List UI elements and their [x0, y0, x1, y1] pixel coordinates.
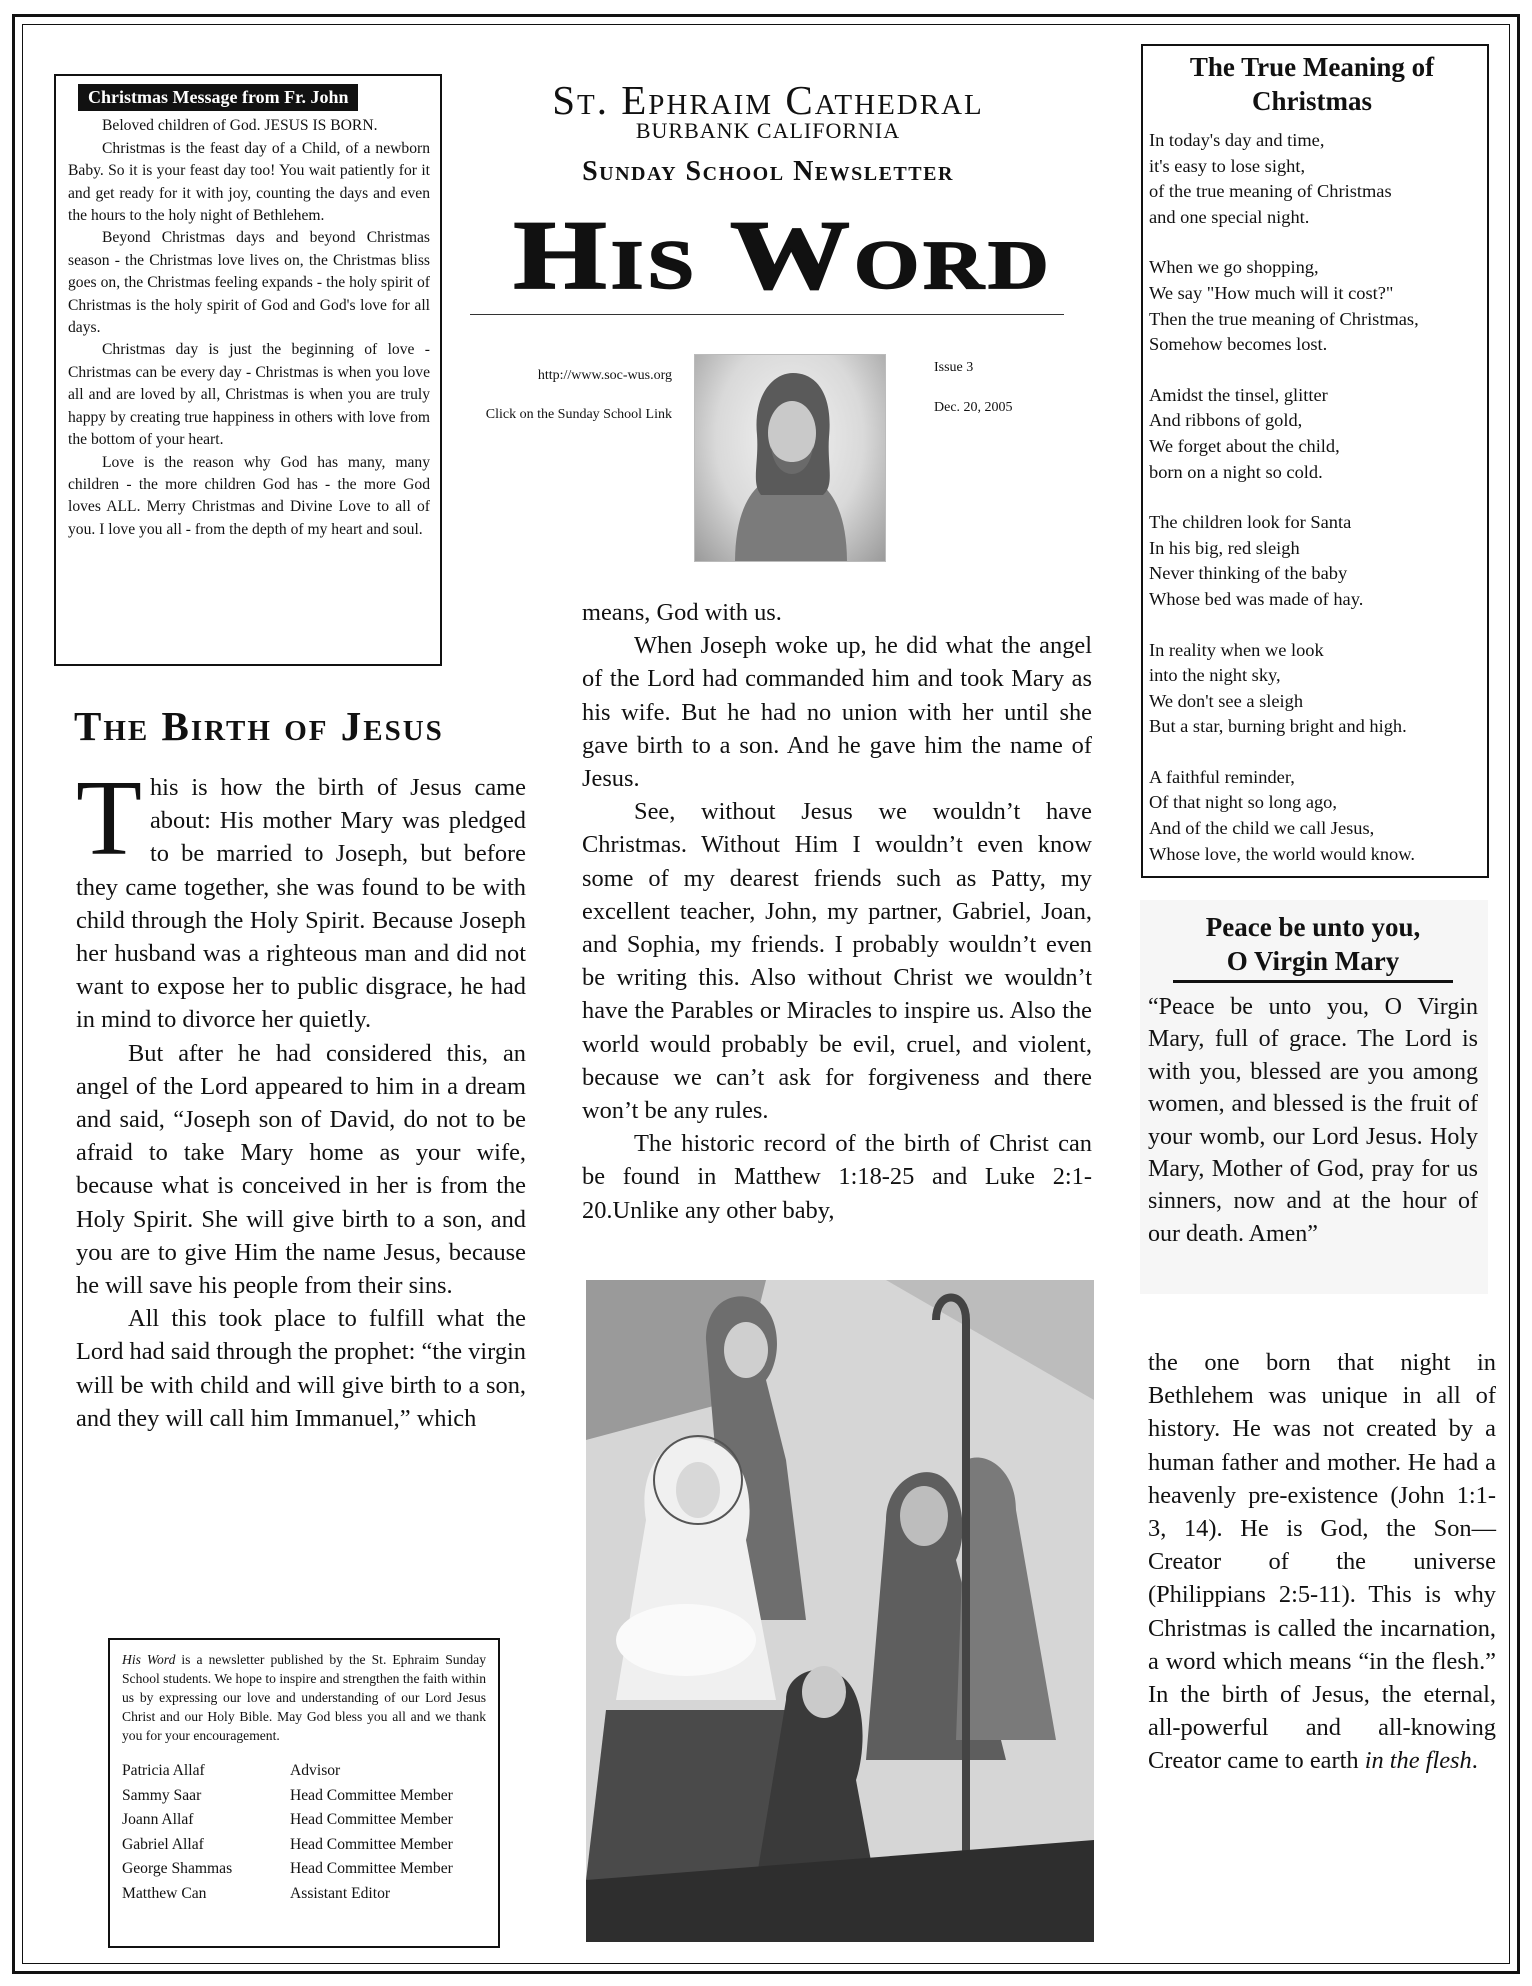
fr-john-paragraph: Love is the reason why God has many, many children - the more children God has - the more God loves ALL. Merry Christmas and Divine Love to all of you. I love you all - from the depth of my heart and soul.	[68, 453, 430, 538]
article-column-2	[582, 596, 1092, 1227]
staff-name: Matthew Can	[122, 1884, 207, 1902]
article-paragraph-end: .	[1471, 1747, 1478, 1775]
staff-row	[122, 1808, 486, 1833]
newsletter-description: is a newsletter published by the St. Ephraim Sunday School students. We hope to inspire and strengthen the faith within us by expressing our love and understanding of our Lord Jesus Christ and our Holy Bible. May God bless you all and we thank you for your encouragement.	[122, 1652, 486, 1743]
article-title: The Birth of Jesus	[74, 703, 444, 749]
poem-line: The children look for Santa	[1149, 512, 1352, 533]
peace-prayer-box	[1140, 900, 1488, 1294]
masthead-location: BURBANK CALIFORNIA	[635, 118, 901, 143]
masthead-newsletter-label: Sunday School Newsletter	[582, 156, 954, 187]
poem-stanza	[1149, 128, 1475, 230]
poem-line: Whose love, the world would know.	[1149, 843, 1415, 864]
article-column-3	[1148, 1346, 1496, 1778]
poem-line: Whose bed was made of hay.	[1149, 588, 1364, 609]
poem-line: But a star, burning bright and high.	[1149, 716, 1407, 737]
masthead-cathedral-name: St. Ephraim Cathedral	[552, 77, 984, 123]
article-emphasis: in the flesh	[1364, 1747, 1472, 1775]
newsletter-name: His Word	[122, 1652, 176, 1667]
fr-john-paragraph: Christmas is the feast day of a Child, of a newborn Baby. So it is your feast day too! You wait patiently for it and get ready for it with joy, counting the days and even the hours to the holy night of Bethlehem.	[68, 139, 430, 225]
poem-line: Never thinking of the baby	[1149, 563, 1348, 584]
poem-line: born on a night so cold.	[1149, 461, 1323, 482]
fr-john-message-box	[54, 74, 442, 666]
staff-role: Head Committee Member	[290, 1811, 453, 1829]
poem-box	[1141, 44, 1489, 878]
staff-row	[122, 1882, 486, 1907]
peace-title-line2: O Virgin Mary	[1173, 944, 1453, 983]
staff-name: Patricia Allaf	[122, 1762, 205, 1779]
fr-john-paragraph: Christmas day is just the beginning of love - Christmas can be every day - Christmas is when you love all and are loved by all, Christmas is when you are truly happy by creating true happiness in others with love from the bottom of your heart.	[68, 341, 430, 449]
staff-role: Head Committee Member	[290, 1835, 453, 1853]
masthead-divider	[470, 314, 1064, 315]
article-paragraph-text: his is how the birth of Jesus came about: His mother Mary was pledged to be married to Joseph, but before they came together, she was found to be with child through the Holy Spirit. Because Joseph her husband was a righteous man and did not want to expose her to public disgrace, he had in mind to divorce her quietly.	[76, 774, 526, 1034]
masthead-title: His Word	[513, 200, 1053, 310]
staff-row	[122, 1759, 486, 1784]
poem-line: We say "How much will it cost?"	[1149, 282, 1394, 303]
article-paragraph	[76, 759, 526, 1037]
drop-cap: T	[76, 759, 142, 878]
poem-stanza	[1149, 638, 1475, 740]
staff-name: Sammy Saar	[122, 1786, 202, 1804]
staff-role: Head Committee Member	[290, 1860, 453, 1878]
poem-line: Amidst the tinsel, glitter	[1149, 384, 1328, 405]
website-click-note: Click on the Sunday School Link	[485, 407, 672, 422]
poem-stanza	[1149, 255, 1475, 357]
staff-row	[122, 1857, 486, 1882]
jesus-portrait-icon	[695, 355, 886, 562]
staff-name: George Shammas	[122, 1860, 233, 1878]
poem-title: The True Meaning of Christmas	[1189, 52, 1435, 116]
article-paragraph: See, without Jesus we wouldn’t have Christmas. Without Him I wouldn’t even know some of my dearest friends such as Patty, my excellent teacher, John, my partner, Gabriel, Joan, and Sophia, my friends. I probably wouldn’t even be writing this. Also without Christ we wouldn’t have the Parables or Miracles to inspire us. Also the world would probably be evil, cruel, and violent, because we can’t ask for forgiveness and there won’t be any rules.	[582, 798, 1092, 1125]
peace-prayer-title	[1148, 910, 1478, 983]
newsletter-info-text	[122, 1650, 486, 1745]
staff-role: Head Committee Member	[290, 1786, 453, 1804]
poem-line: We don't see a sleigh	[1149, 690, 1304, 711]
staff-list	[122, 1759, 486, 1907]
staff-row	[122, 1833, 486, 1858]
article-column-1	[76, 759, 526, 1435]
issue-date: Dec. 20, 2005	[934, 400, 1013, 415]
article-paragraph: means, God with us.	[582, 599, 782, 626]
poem-line: In reality when we look	[1149, 639, 1324, 660]
newsletter-info-box	[108, 1638, 500, 1948]
staff-name: Gabriel Allaf	[122, 1835, 204, 1853]
poem-line: and one special night.	[1149, 206, 1310, 227]
peace-prayer-text: “Peace be unto you, O Virgin Mary, full of grace. The Lord is with you, blessed are you among women, and blessed is the fruit of your womb, our Lord Jesus. Holy Mary, Mother of God, pray for us sinners, now and at the hour of our death. Amen”	[1148, 994, 1478, 1247]
article-paragraph: All this took place to fulfill what the Lord had said through the prophet: “the virgin will be with child and will give birth to a son, and they will call him Immanuel,” which	[76, 1305, 526, 1432]
fr-john-message-title: Christmas Message from Fr. John	[78, 84, 358, 111]
peace-title-line1: Peace be unto you,	[1205, 912, 1421, 942]
staff-row	[122, 1784, 486, 1809]
poem-line: In today's day and time,	[1149, 130, 1325, 150]
issue-number: Issue 3	[934, 360, 974, 375]
poem-stanza	[1149, 510, 1475, 612]
poem-line: into the night sky,	[1149, 665, 1281, 686]
article-paragraph: But after he had considered this, an angel of the Lord appeared to him in a dream and said, “Joseph son of David, do not to be afraid to take Mary home as your wife, because what is conceived in her is from the Holy Spirit. She will give birth to a son, and you are to give Him the name Jesus, because he will save his people from their sins.	[76, 1039, 526, 1300]
poem-line: We forget about the child,	[1149, 435, 1340, 456]
website-url: http://www.soc-wus.org	[537, 368, 672, 383]
poem-line: it's easy to lose sight,	[1149, 155, 1306, 176]
fr-john-paragraph: Beloved children of God. JESUS IS BORN.	[102, 117, 378, 135]
poem-line: Then the true meaning of Christmas,	[1149, 308, 1419, 329]
staff-role: Advisor	[290, 1762, 341, 1779]
poem-line: Of that night so long ago,	[1149, 792, 1337, 813]
poem-line: When we go shopping,	[1149, 257, 1319, 278]
article-paragraph-text: the one born that night in Bethlehem was unique in all of history. He was not created by a human father and mother. He had a heavenly pre-existence (John 1:1-3, 14). He is God, the Son—Creator of the universe (Philippians 2:5-11). This is why Christmas is called the incarnation, a word which means “in the flesh.” In the birth of Jesus, the eternal, all-powerful and all-knowing Creator came to earth	[1148, 1349, 1496, 1775]
poem-line: And ribbons of gold,	[1149, 410, 1303, 431]
nativity-scene-image	[586, 1280, 1094, 1942]
staff-name: Joann Allaf	[122, 1811, 194, 1829]
fr-john-paragraph: Beyond Christmas days and beyond Christmas season - the Christmas love lives on, the Christmas bliss goes on, the Christmas feeling expands - the holy spirit of Christmas is the holy spirit of God and God's love for all days.	[68, 229, 430, 337]
poem-stanza	[1149, 765, 1475, 867]
staff-role: Assistant Editor	[290, 1884, 391, 1902]
nativity-scene-icon	[586, 1280, 1094, 1942]
poem-stanza	[1149, 383, 1475, 485]
poem-line: Somehow becomes lost.	[1149, 334, 1328, 355]
article-paragraph: When Joseph woke up, he did what the angel of the Lord had commanded him and took Mary as his wife. But he had no union with her until she gave birth to a son. And he gave him the name of Jesus.	[582, 632, 1092, 793]
jesus-portrait-image	[694, 354, 886, 562]
article-paragraph: The historic record of the birth of Christ can be found in Matthew 1:18-25 and Luke 2:1-20.Unlike any other baby,	[582, 1130, 1092, 1224]
poem-line: And of the child we call Jesus,	[1149, 818, 1375, 839]
poem-line: A faithful reminder,	[1149, 766, 1295, 787]
poem-line: of the true meaning of Christmas	[1149, 181, 1392, 202]
poem-line: In his big, red sleigh	[1149, 537, 1300, 558]
